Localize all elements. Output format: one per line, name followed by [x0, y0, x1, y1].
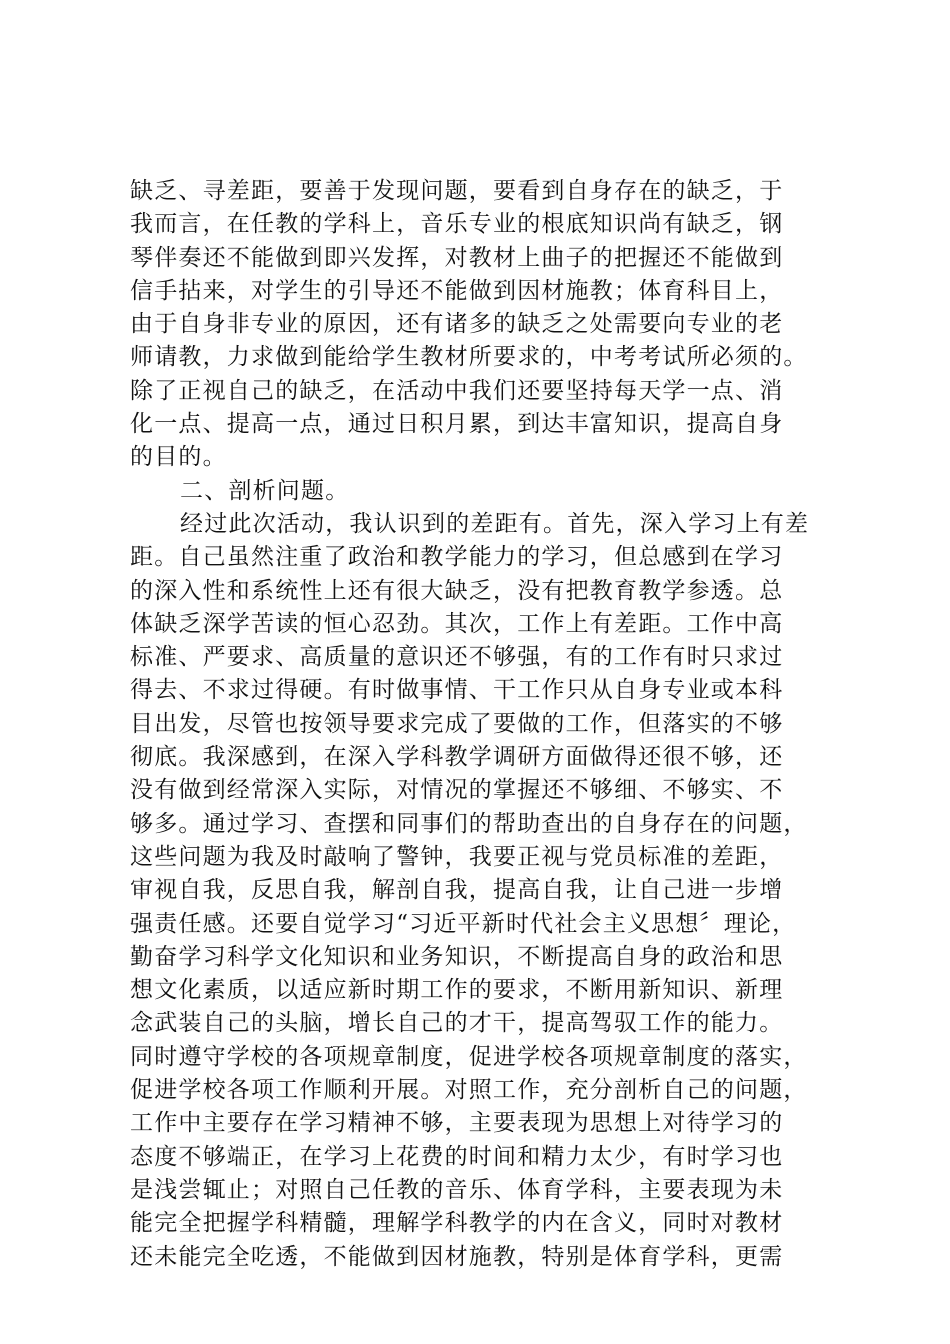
text-line: 是浅尝辄止；对照自己任教的音乐、体育学科，主要表现为未: [130, 1176, 784, 1203]
text-line: 念武装自己的头脑，增长自己的才干，提高驾驭工作的能力。: [130, 1010, 784, 1037]
text-line: 由于自身非专业的原因，还有诸多的缺乏之处需要向专业的老: [130, 311, 784, 338]
text-line: 强责任感。还要自觉学习“习近平新时代社会主义思想〞理论，: [130, 910, 797, 937]
text-line: 工作中主要存在学习精神不够，主要表现为思想上对待学习的: [130, 1110, 784, 1137]
text-line: 够多。通过学习、查摆和同事们的帮助查出的自身存在的问题，: [130, 810, 808, 837]
text-line: 距。自己虽然注重了政治和教学能力的学习，但总感到在学习: [130, 544, 784, 571]
text-line: 能完全把握学科精髓，理解学科教学的内在含义，同时对教材: [130, 1210, 784, 1237]
text-line: 彻底。我深感到，在深入学科教学调研方面做得还很不够，还: [130, 744, 784, 771]
text-line: 勤奋学习科学文化知识和业务知识，不断提高自身的政治和思: [130, 943, 784, 970]
text-line: 同时遵守学校的各项规章制度，促进学校各项规章制度的落实，: [130, 1043, 808, 1070]
text-line: 信手拈来，对学生的引导还不能做到因材施教；体育科目上，: [130, 277, 784, 304]
text-line: 的目的。: [130, 444, 227, 471]
text-line: 体缺乏深学苦读的恒心忍劲。其次，工作上有差距。工作中高: [130, 610, 784, 637]
text-line: 这些问题为我及时敲响了警钟，我要正视与党员标准的差距，: [130, 843, 784, 870]
text-line: 化一点、提高一点，通过日积月累，到达丰富知识，提高自身: [130, 411, 784, 438]
text-line: 我而言，在任教的学科上，音乐专业的根底知识尚有缺乏，钢: [130, 211, 784, 238]
text-line: 促进学校各项工作顺利开展。对照工作，充分剖析自己的问题，: [130, 1077, 808, 1104]
text-line: 标准、严要求、高质量的意识还不够强，有的工作有时只求过: [130, 644, 784, 671]
text-line: 师请教，力求做到能给学生教材所要求的，中考考试所必须的。: [130, 344, 808, 371]
paragraph-start-line: 经过此次活动，我认识到的差距有。首先，深入学习上有差: [180, 510, 810, 537]
text-line: 想文化素质，以适应新时期工作的要求，不断用新知识、新理: [130, 977, 784, 1004]
text-line: 没有做到经常深入实际，对情况的掌握还不够细、不够实、不: [130, 777, 784, 804]
text-line: 得去、不求过得硬。有时做事情、干工作只从自身专业或本科: [130, 677, 784, 704]
text-line: 还未能完全吃透，不能做到因材施教，特别是体育学科，更需: [130, 1243, 784, 1270]
text-line: 目出发，尽管也按领导要求完成了要做的工作，但落实的不够: [130, 710, 784, 737]
section-heading: 二、剖析问题。: [180, 477, 350, 504]
text-line: 琴伴奏还不能做到即兴发挥，对教材上曲子的把握还不能做到: [130, 244, 784, 271]
text-line: 的深入性和系统性上还有很大缺乏，没有把教育教学参透。总: [130, 577, 784, 604]
text-line: 除了正视自己的缺乏，在活动中我们还要坚持每天学一点、消: [130, 377, 784, 404]
text-line: 态度不够端正，在学习上花费的时间和精力太少，有时学习也: [130, 1143, 784, 1170]
document-body: [130, 175, 850, 1274]
text-line: 审视自我，反思自我，解剖自我，提高自我，让自己进一步增: [130, 877, 784, 904]
text-line: 缺乏、寻差距，要善于发现问题，要看到自身存在的缺乏，于: [130, 178, 784, 204]
